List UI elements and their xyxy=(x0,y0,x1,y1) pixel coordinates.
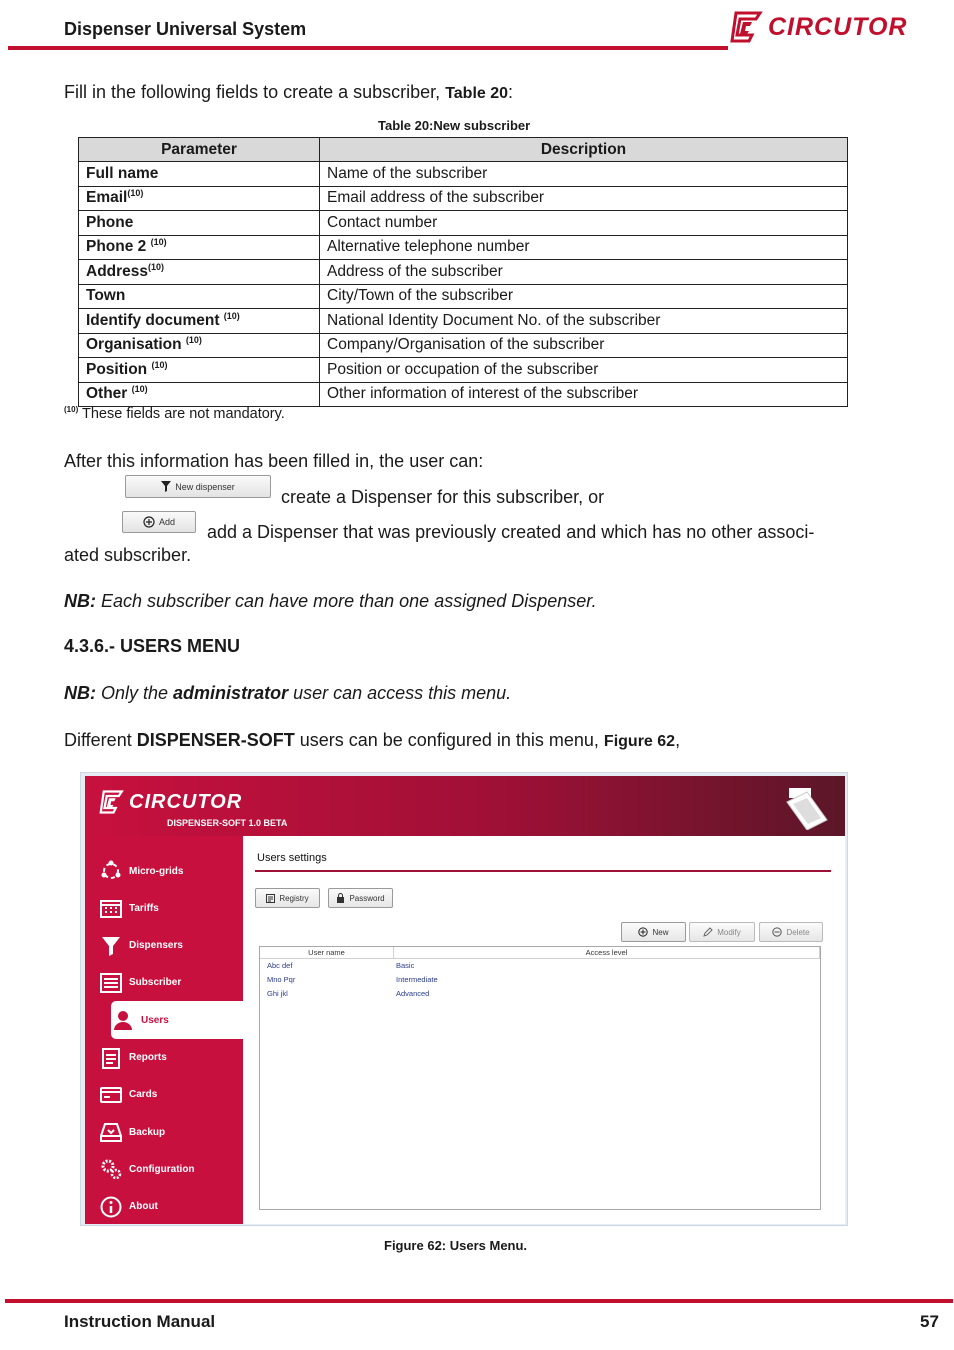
add-button[interactable]: Add xyxy=(122,511,196,533)
new-user-button[interactable]: New xyxy=(621,922,686,942)
pencil-icon xyxy=(703,927,713,937)
description-cell: National Identity Document No. of the subscriber xyxy=(320,309,848,334)
delete-user-button[interactable]: Delete xyxy=(759,922,823,942)
parameter-cell: Organisation $^{(10)}$ xyxy=(79,333,320,358)
parameter-cell: Other $^{(10)}$ xyxy=(79,382,320,407)
nav-item-dispensers[interactable] xyxy=(99,929,243,963)
subscriber-icon xyxy=(99,971,123,995)
footer-rule xyxy=(5,1299,953,1303)
add-circle-icon xyxy=(638,927,648,937)
calendar-icon xyxy=(99,896,123,920)
new-subscriber-table xyxy=(78,137,848,407)
parameter-cell: Full name xyxy=(79,162,320,187)
table-row xyxy=(79,284,848,309)
access-level-cell: Advanced xyxy=(396,989,430,998)
description-cell: Company/Organisation of the subscriber xyxy=(320,333,848,358)
user-name-cell: Abc def xyxy=(267,961,293,970)
column-header-parameter: Parameter xyxy=(79,138,320,162)
table-row xyxy=(79,211,848,236)
description-cell: Contact number xyxy=(320,211,848,236)
document-header-title: Dispenser Universal System xyxy=(64,19,307,39)
description-cell: Name of the subscriber xyxy=(320,162,848,187)
nb-note-subscriber: NB: Each subscriber can have more than one assigned Dispenser. xyxy=(64,591,597,611)
column-header-access-level[interactable]: Access level xyxy=(394,947,820,958)
nav-item-about[interactable] xyxy=(99,1190,243,1224)
app-version: DISPENSER-SOFT 1.0 BETA xyxy=(167,818,288,828)
gears-icon xyxy=(99,1157,123,1181)
modify-user-button[interactable]: Modify xyxy=(689,922,755,942)
nav-item-backup[interactable] xyxy=(99,1115,243,1149)
circutor-logo-icon xyxy=(730,11,764,43)
access-level-cell: Basic xyxy=(396,961,415,970)
description-cell: City/Town of the subscriber xyxy=(320,284,848,309)
nav-item-micro-grids[interactable] xyxy=(99,854,243,888)
registry-button[interactable]: Registry xyxy=(255,888,320,908)
table-row xyxy=(79,186,848,211)
table-row xyxy=(79,162,848,187)
users-menu-paragraph: Different DISPENSER-SOFT users can be configured in this menu, Figure 62, xyxy=(64,730,681,750)
after-paragraph: After this information has been filled in, the user can: xyxy=(64,451,484,471)
nav-item-label: Dispensers xyxy=(129,940,183,952)
app-sidebar xyxy=(85,836,243,1224)
table-row xyxy=(79,260,848,285)
app-logo: CIRCUTOR xyxy=(99,790,242,814)
table-row xyxy=(79,382,848,407)
nav-item-label: Configuration xyxy=(129,1163,195,1175)
description-cell: Other information of interest of the subscriber xyxy=(320,382,848,407)
nav-item-label: Backup xyxy=(129,1126,166,1138)
footer-manual-title: Instruction Manual xyxy=(64,1312,216,1331)
nav-item-reports[interactable] xyxy=(99,1041,243,1075)
title-underline xyxy=(255,870,831,872)
parameter-cell: Position $^{(10)}$ xyxy=(79,358,320,383)
user-name-cell: Ghi jkl xyxy=(267,989,288,998)
users-grid-header xyxy=(260,947,820,959)
parameter-cell: Identify document $^{(10)}$ xyxy=(79,309,320,334)
nb-note-admin: NB: Only the administrator user can access this menu. xyxy=(64,683,512,703)
column-header-user-name[interactable]: User name xyxy=(260,947,394,958)
table-row xyxy=(79,358,848,383)
logo-wordmark: CIRCUTOR xyxy=(768,12,908,41)
user-icon xyxy=(111,1008,135,1032)
nav-item-cards[interactable] xyxy=(99,1078,243,1112)
users-settings-title: Users settings xyxy=(257,852,327,864)
table-ref: Table 20 xyxy=(445,85,509,102)
parameter-cell: Address$^{(10)}$ xyxy=(79,260,320,285)
app-logo-icon xyxy=(99,790,125,814)
figure-caption: Figure 62: Users Menu. xyxy=(384,1238,528,1253)
app-header-bar xyxy=(85,776,845,836)
page-number: 57 xyxy=(920,1312,939,1331)
access-level-cell: Intermediate xyxy=(396,975,438,984)
remove-circle-icon xyxy=(772,927,782,937)
nav-item-label: Cards xyxy=(129,1089,158,1101)
description-cell: Email address of the subscriber xyxy=(320,186,848,211)
circutor-logo xyxy=(730,10,910,44)
report-icon xyxy=(99,1046,123,1070)
users-menu-screenshot xyxy=(80,772,848,1226)
nav-item-label: Users xyxy=(141,1014,169,1026)
add-description-line2: ated subscriber. xyxy=(64,545,192,565)
nav-item-label: About xyxy=(129,1201,158,1213)
nav-item-users[interactable] xyxy=(111,1001,247,1039)
micro-grids-icon xyxy=(99,859,123,883)
password-button[interactable]: Password xyxy=(328,888,393,908)
app-main-panel xyxy=(243,836,845,1224)
parameter-cell: Town xyxy=(79,284,320,309)
section-heading: 4.3.6.- USERS MENU xyxy=(64,636,241,656)
user-row[interactable] xyxy=(260,987,820,1001)
card-reader-icon xyxy=(783,786,831,830)
table-row xyxy=(79,309,848,334)
column-header-description: Description xyxy=(320,138,848,162)
nav-item-label: Reports xyxy=(129,1052,167,1063)
users-grid xyxy=(259,946,821,1210)
user-row[interactable] xyxy=(260,973,820,987)
header-rule xyxy=(8,46,728,50)
parameter-cell: Phone 2 $^{(10)}$ xyxy=(79,235,320,260)
nav-item-label: Subscriber xyxy=(129,977,182,989)
card-icon xyxy=(99,1083,123,1107)
nav-item-label: Micro-grids xyxy=(129,865,184,877)
funnel-icon xyxy=(161,481,171,492)
new-dispenser-description: create a Dispenser for this subscriber, or xyxy=(281,487,605,507)
nav-item-tariffs[interactable] xyxy=(99,891,243,925)
user-row[interactable] xyxy=(260,959,820,973)
description-cell: Address of the subscriber xyxy=(320,260,848,285)
table-footnote: $^{(10)}$ These fields are not mandatory. xyxy=(64,405,285,422)
info-icon xyxy=(99,1195,123,1219)
nav-item-configuration[interactable] xyxy=(99,1152,243,1186)
nav-item-subscriber[interactable] xyxy=(99,966,243,1000)
description-cell: Alternative telephone number xyxy=(320,235,848,260)
intro-paragraph: Fill in the following fields to create a subscriber, Table 20: xyxy=(64,82,514,102)
table-caption: Table 20:New subscriber xyxy=(378,118,531,133)
parameter-cell: Phone xyxy=(79,211,320,236)
add-description-line1: add a Dispenser that was previously created and which has no other associ- xyxy=(207,522,815,542)
table-row xyxy=(79,333,848,358)
add-circle-icon xyxy=(143,516,155,528)
table-row xyxy=(79,235,848,260)
lock-icon xyxy=(336,893,345,903)
funnel-icon xyxy=(99,934,123,958)
parameter-cell: Email$^{(10)}$ xyxy=(79,186,320,211)
registry-icon xyxy=(266,894,275,903)
nav-item-label: Tariffs xyxy=(129,902,159,914)
backup-icon xyxy=(99,1120,123,1144)
description-cell: Position or occupation of the subscriber xyxy=(320,358,848,383)
user-name-cell: Mno Pqr xyxy=(267,975,296,984)
new-dispenser-button[interactable]: New dispenser xyxy=(125,475,271,498)
table-header-row xyxy=(79,138,848,162)
